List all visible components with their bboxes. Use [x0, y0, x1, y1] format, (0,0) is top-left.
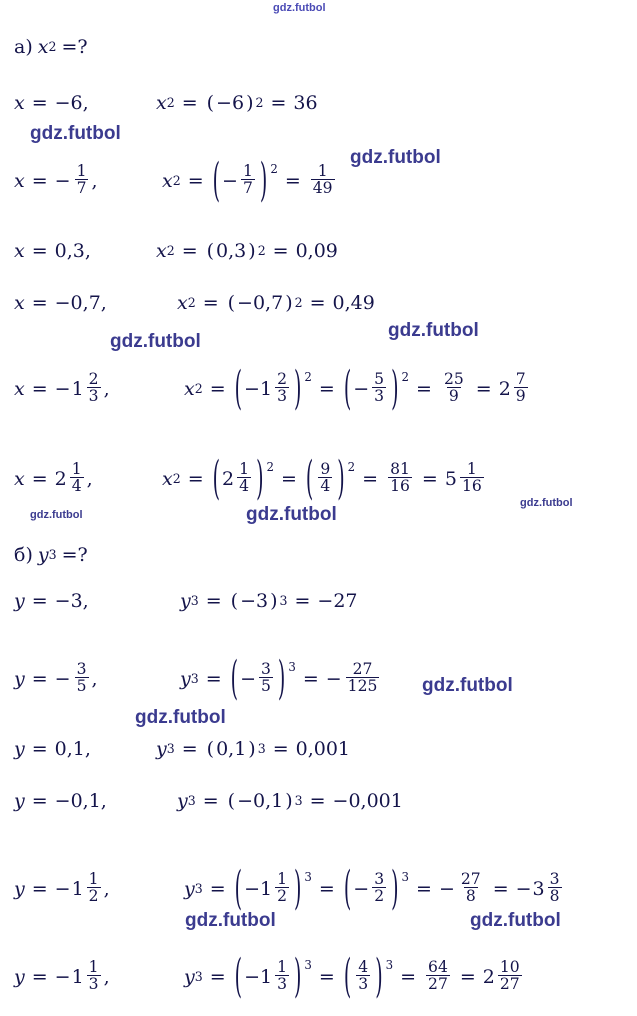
row-a3-rhs: x 2 = ( 0,3 ) 2 = 0,09: [156, 240, 338, 262]
watermark: gdz.futbol: [388, 320, 479, 341]
row-b4-rhs: y 3 = ( −0,1 ) 3 = −0,001: [177, 790, 403, 812]
watermark: gdz.futbol: [135, 707, 226, 728]
row-a2-rhs: x 2 = ( − $\frac{1}{7}$ ) 2 = $\frac{1}{49}$: [162, 154, 333, 208]
watermark: gdz.futbol: [422, 675, 513, 696]
row-a1-rhs: x 2 = ( −6 ) 2 = 36: [156, 92, 318, 114]
watermark: gdz.futbol: [110, 331, 201, 352]
row-a4-rhs: x 2 = ( −0,7 ) 2 = 0,49: [177, 292, 375, 314]
question-mark-b: =?: [61, 544, 88, 566]
question-b: б) y 3 =?: [14, 544, 88, 566]
row-b2-lhs: y = − $\frac{3}{5}$ ,: [14, 660, 98, 696]
row-b6-lhs: y = − 1 $\frac{1}{3}$ ,: [14, 958, 110, 994]
watermark: gdz.futbol: [246, 504, 337, 525]
row-b1-rhs: y 3 = ( −3 ) 3 = −27: [180, 590, 358, 612]
row-a6-rhs: x 2 = ( 2 $\frac{1}{4}$ ) 2 = ( $\frac{9}{4}$ ) 2 = $\frac{81}{16}$ = 5 $\frac{1}{16}$: [162, 452, 482, 506]
label-b: б): [14, 544, 33, 566]
watermark: gdz.futbol: [470, 910, 561, 931]
watermark: gdz.futbol: [520, 497, 573, 509]
row-a1-lhs: x = −6,: [14, 92, 89, 114]
row-a5-lhs: x = − 1 $\frac{2}{3}$ ,: [14, 370, 110, 406]
question-a: а) x 2 =?: [14, 36, 88, 58]
var-x: x: [37, 36, 49, 58]
row-b2-rhs: y 3 = ( − $\frac{3}{5}$ ) 3 = − $\frac{27}{125}$: [180, 652, 378, 706]
row-a2-lhs: x = − $\frac{1}{7}$ ,: [14, 162, 98, 198]
row-a6-lhs: x = 2 $\frac{1}{4}$ ,: [14, 460, 93, 496]
row-a3-lhs: x = 0,3,: [14, 240, 91, 262]
watermark: gdz.futbol: [350, 147, 441, 168]
row-b4-lhs: y = −0,1,: [14, 790, 107, 812]
row-a4-lhs: x = −0,7,: [14, 292, 107, 314]
watermark: gdz.futbol: [185, 910, 276, 931]
watermark: gdz.futbol: [30, 123, 121, 144]
question-mark-a: =?: [61, 36, 88, 58]
watermark: gdz.futbol: [273, 2, 326, 14]
row-b5-lhs: y = − 1 $\frac{1}{2}$ ,: [14, 870, 110, 906]
label-a: а): [14, 36, 33, 58]
watermark: gdz.futbol: [30, 509, 83, 521]
row-b6-rhs: y 3 = ( − 1 $\frac{1}{3}$ ) 3 = ( $\frac{4}{3}$ ) 3 = $\frac{64}{27}$ = 2 $\frac{10}{27}$: [184, 950, 520, 1004]
row-a5-rhs: x 2 = ( − 1 $\frac{2}{3}$ ) 2 = ( − $\frac{5}{3}$ ) 2 = $\frac{25}{9}$ = 2 $\frac{7}{9}$: [184, 362, 526, 416]
row-b3-rhs: y 3 = ( 0,1 ) 3 = 0,001: [156, 738, 351, 760]
row-b3-lhs: y = 0,1,: [14, 738, 91, 760]
row-b5-rhs: y 3 = ( − 1 $\frac{1}{2}$ ) 3 = ( − $\frac{3}{2}$ ) 3 = − $\frac{27}{8}$ = − 3 $\frac{3}{8}$: [184, 862, 560, 916]
var-y: y: [37, 544, 49, 566]
row-b1-lhs: y = −3,: [14, 590, 89, 612]
